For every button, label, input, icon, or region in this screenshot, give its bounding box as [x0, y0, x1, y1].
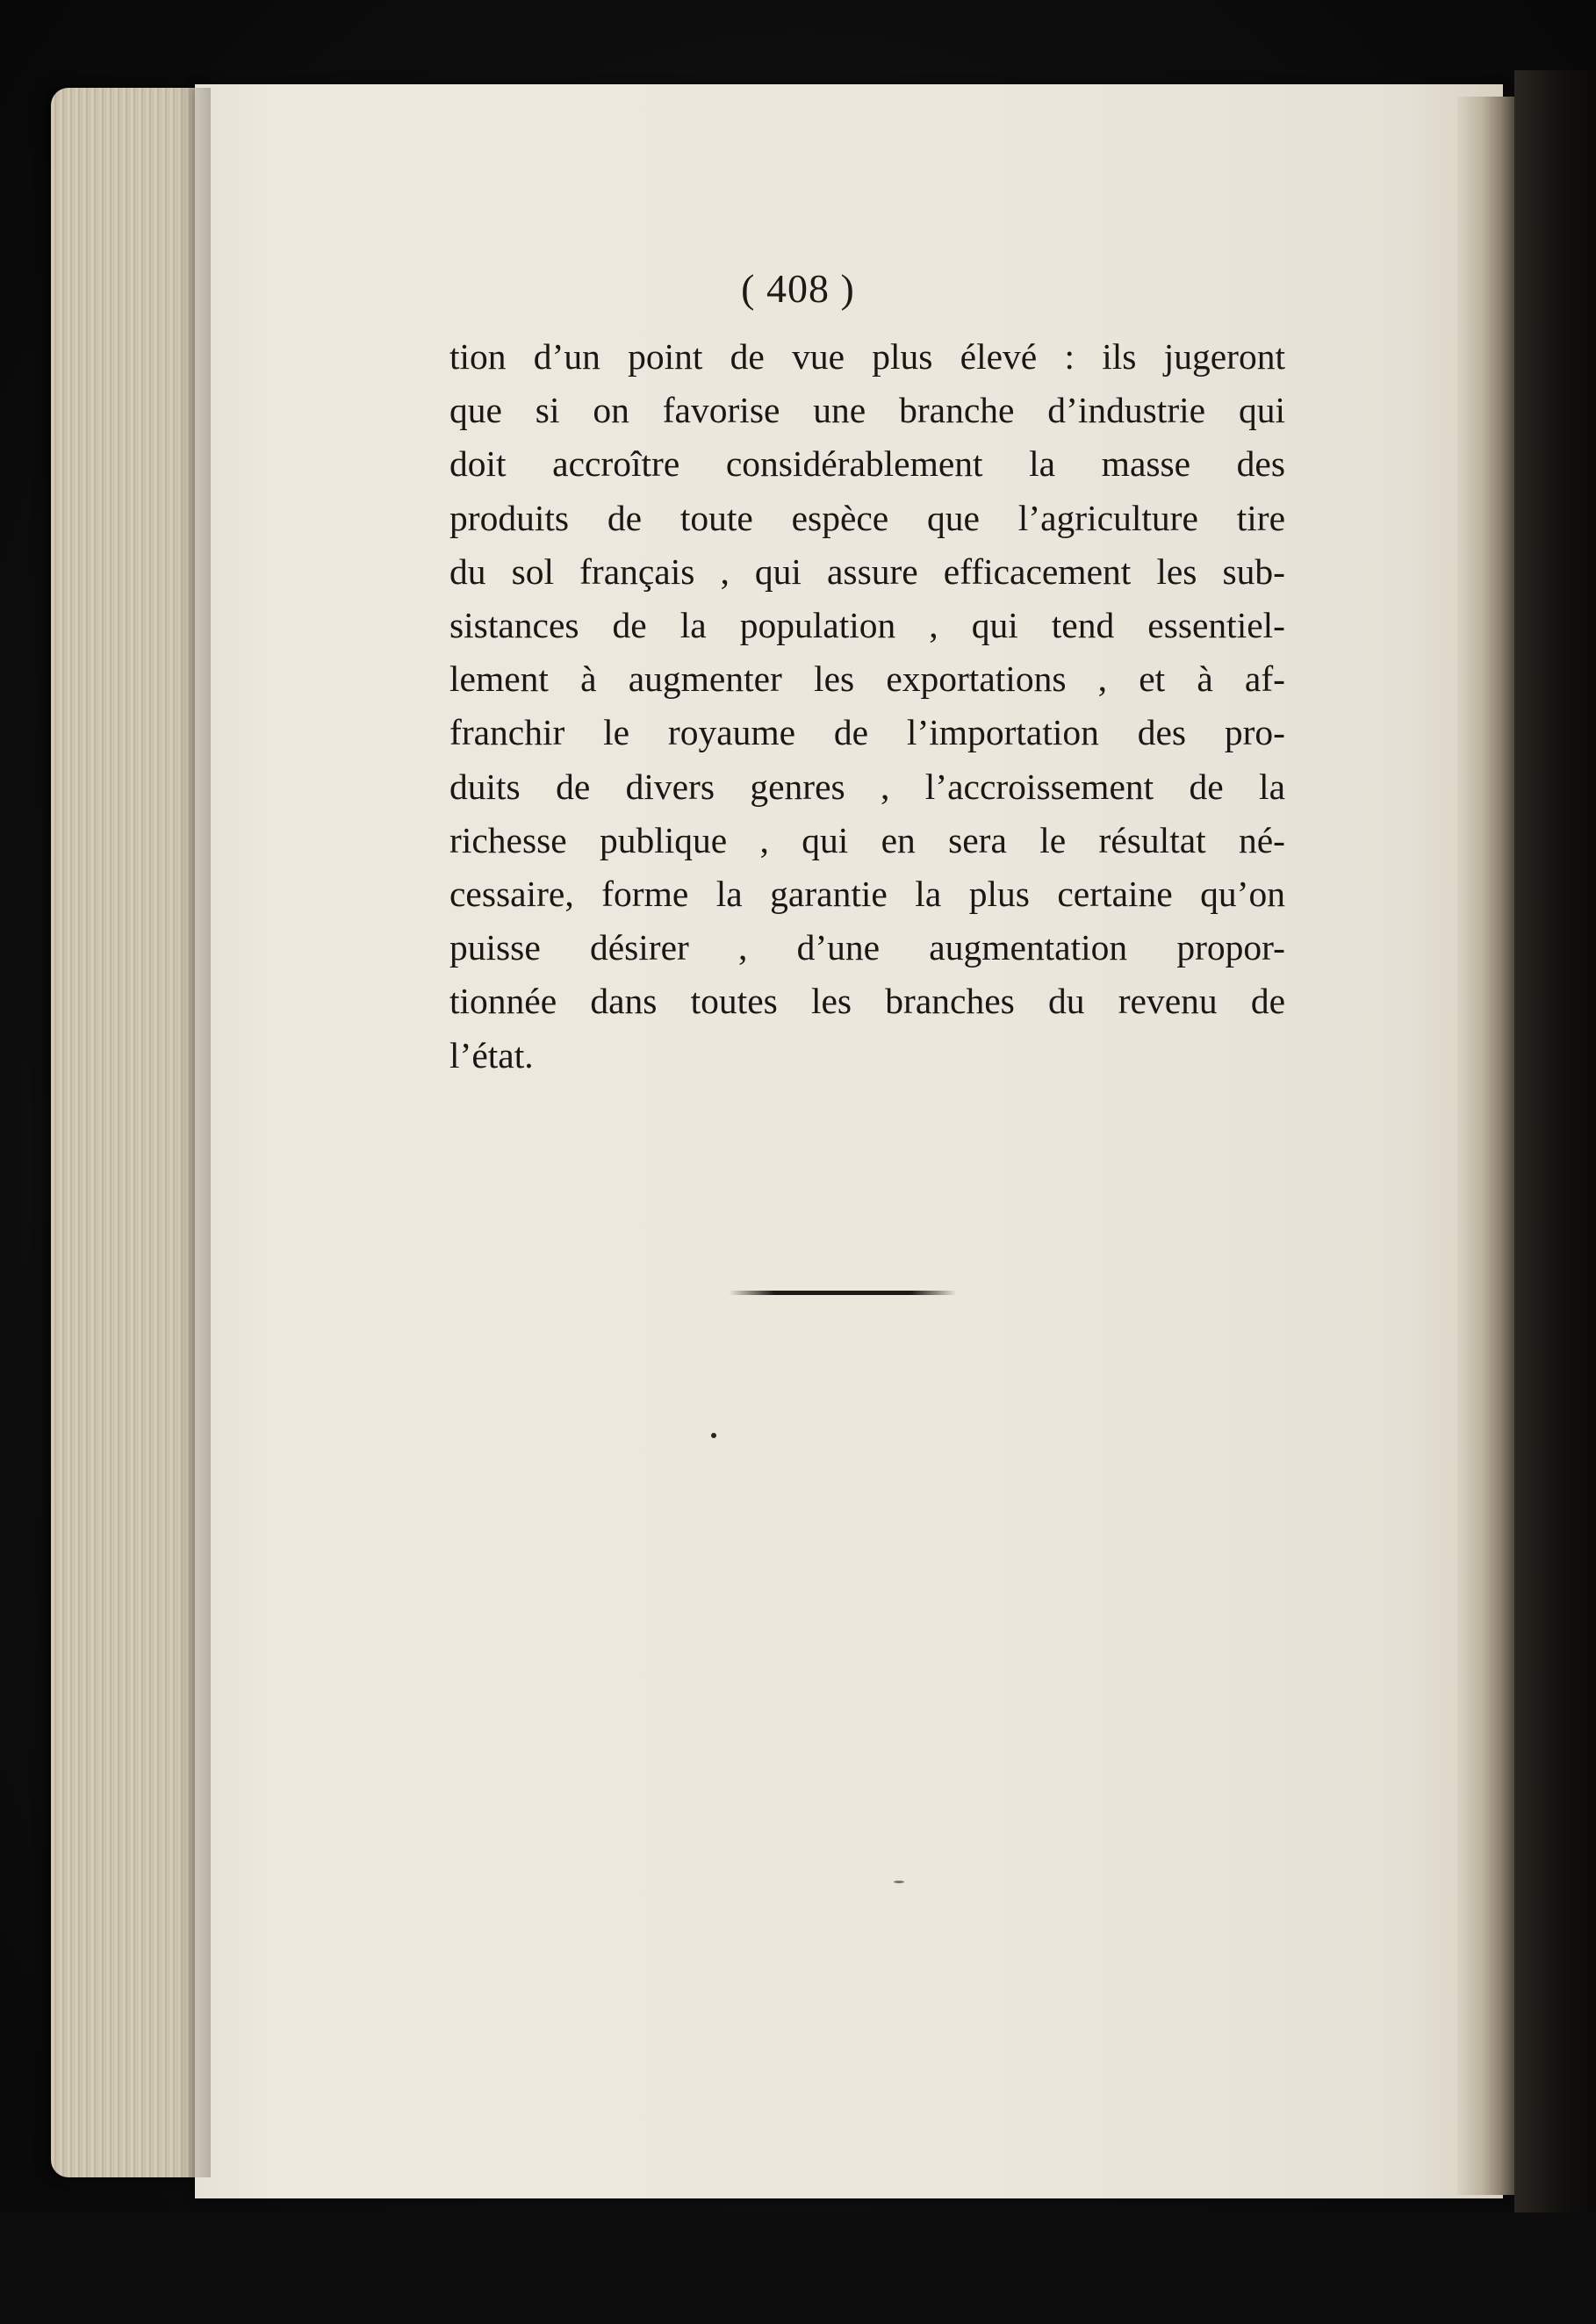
background-bottom	[0, 2212, 1596, 2324]
page-shadow	[176, 88, 211, 2177]
book-gutter	[1457, 97, 1519, 2195]
text-line: sistances de la population , qui tend essentiel-	[449, 605, 1285, 646]
text-line: franchir le royaume de l’importation des pro-	[449, 712, 1285, 753]
text-line: l’état.	[449, 1034, 534, 1076]
text-line: duits de divers genres , l’accroissement de la	[449, 766, 1285, 807]
paper-speck	[711, 1433, 716, 1438]
text-line: cessaire, forme la garantie la plus certaine qu’on	[449, 874, 1285, 915]
page-number: ( 408 )	[741, 266, 855, 311]
text-line: lement à augmenter les exportations , et à af-	[449, 658, 1285, 700]
text-line: tion d’un point de vue plus élevé : ils jugeront	[449, 336, 1285, 377]
text-line: richesse publique , qui en sera le résultat né-	[449, 819, 1285, 860]
text-line: doit accroître considérablement la masse des	[449, 443, 1285, 485]
section-divider-rule	[729, 1291, 957, 1295]
text-line: du sol français , qui assure efficacement les sub-	[449, 550, 1285, 592]
text-line: que si on favorise une branche d’industrie qui	[449, 390, 1285, 431]
body-text	[449, 330, 1285, 1083]
book-cover-edge	[1514, 70, 1596, 2265]
text-line: tionnée dans toutes les branches du revenu de	[449, 981, 1285, 1022]
text-line: produits de toute espèce que l’agriculture tire	[449, 497, 1285, 538]
text-line: puisse désirer , d’une augmentation propor-	[449, 927, 1285, 968]
paper-speck	[894, 1881, 904, 1883]
